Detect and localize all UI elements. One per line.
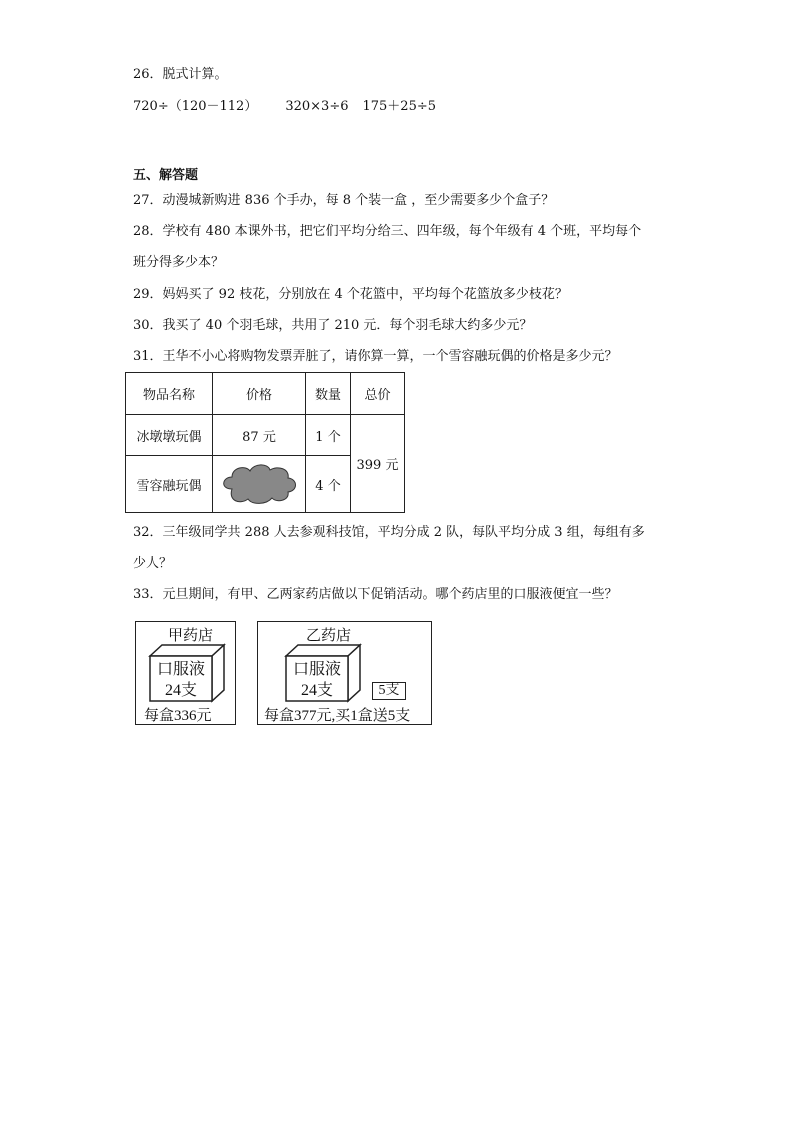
smudged-price-cell: [213, 456, 306, 513]
shop-b-title: 乙药店: [306, 628, 352, 644]
box-name: 口服液: [156, 661, 205, 678]
item-name: 雪容融玩偶: [126, 456, 213, 513]
invoice-table: [125, 372, 405, 513]
expression-1: 720÷（120－112）: [133, 99, 258, 114]
shop-a-title: 甲药店: [168, 628, 214, 644]
total-price: 399 元: [351, 415, 405, 513]
question-28-line1: 28．学校有 480 本课外书，把它们平均分给三、四年级，每个年级有 4 个班，平均每个: [133, 224, 642, 239]
expression-2: 320×3÷6: [285, 99, 349, 114]
item-name: 冰墩墩玩偶: [126, 415, 213, 456]
shop-a-box-label: [150, 659, 212, 701]
header-price: 价格: [213, 373, 306, 415]
question-30: 30．我买了 40 个羽毛球，共用了 210 元．每个羽毛球大约多少元？: [133, 318, 533, 333]
table-row: [126, 415, 405, 456]
bonus-label: 5支: [372, 682, 406, 700]
section-heading: 五、解答题: [133, 168, 199, 183]
box-name: 口服液: [292, 661, 341, 678]
shop-a-panel: [135, 621, 236, 725]
shop-b-panel: [257, 621, 432, 725]
question-28-line2: 班分得多少本？: [133, 255, 225, 270]
question-32-line2: 少人？: [133, 556, 173, 571]
box-count: 24支: [164, 682, 197, 699]
question-26-expressions: [133, 98, 436, 116]
shop-a-price: 每盒336元: [144, 708, 212, 724]
expression-3: 175＋25÷5: [362, 99, 437, 114]
question-32-line1: 32．三年级同学共 288 人去参观科技馆，平均分成 2 队，每队平均分成 3 组，每组有多: [133, 525, 645, 540]
question-33: 33．元旦期间，有甲、乙两家药店做以下促销活动。哪个药店里的口服液便宜一些？: [133, 587, 618, 602]
item-price: 87 元: [213, 415, 306, 456]
shop-b-box-label: [286, 659, 348, 701]
shop-b-price: 每盒377元,买1盒送5支: [264, 708, 411, 724]
header-item-name: 物品名称: [126, 373, 213, 415]
header-total: 总价: [351, 373, 405, 415]
box-count: 24支: [300, 682, 333, 699]
header-quantity: 数量: [306, 373, 351, 415]
question-31: 31．王华不小心将购物发票弄脏了，请你算一算，一个雪容融玩偶的价格是多少元？: [133, 349, 618, 364]
question-26-title: 26．脱式计算。: [133, 67, 228, 82]
ink-smudge-icon: [218, 459, 300, 505]
item-quantity: 4 个: [306, 456, 351, 513]
item-quantity: 1 个: [306, 415, 351, 456]
question-27: 27．动漫城新购进 836 个手办，每 8 个装一盒 ，至少需要多少个盒子？: [133, 193, 555, 208]
table-header-row: [126, 373, 405, 415]
question-29: 29．妈妈买了 92 枝花，分别放在 4 个花篮中，平均每个花篮放多少枝花？: [133, 287, 568, 302]
